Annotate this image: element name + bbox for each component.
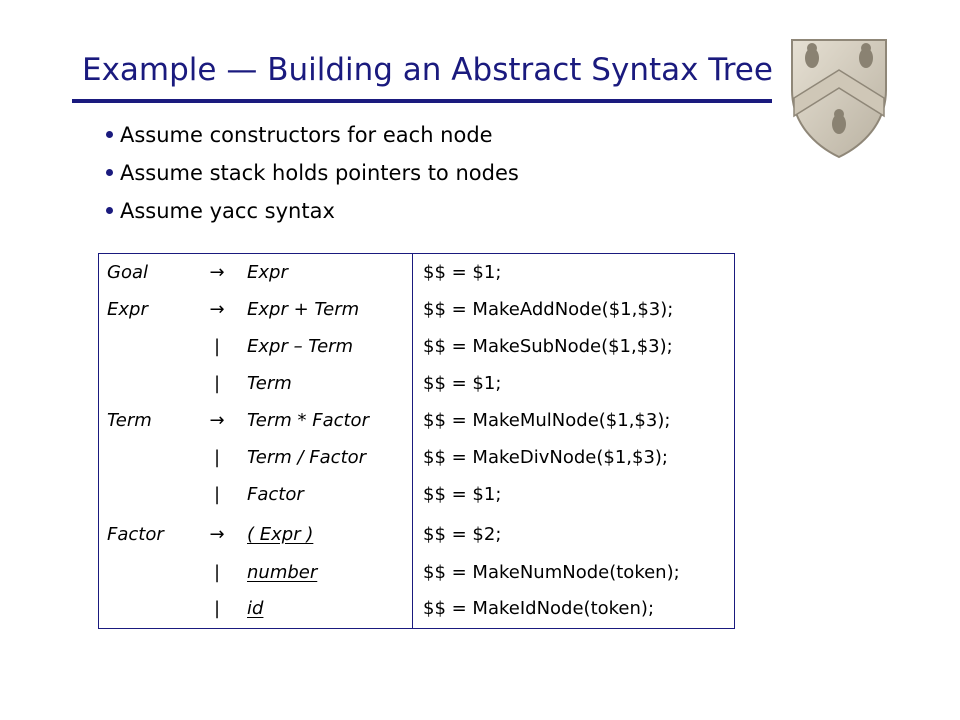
bullet-dot-icon [106,207,113,214]
grammar-row [99,365,734,402]
semantic-action: $$ = MakeIdNode(token); [423,598,655,619]
production-lhs: Factor [107,524,164,545]
semantic-action: $$ = MakeMulNode($1,$3); [423,410,671,431]
production-operator: → [209,410,225,431]
bullet-list [106,116,519,230]
semantic-action: $$ = $2; [423,524,502,545]
semantic-action: $$ = MakeSubNode($1,$3); [423,336,673,357]
bullet-dot-icon [106,169,113,176]
bullet-item: Assume yacc syntax [106,192,519,230]
production-lhs: Goal [107,262,148,283]
bullet-dot-icon [106,131,113,138]
semantic-action: $$ = $1; [423,262,502,283]
production-operator: → [209,299,225,320]
production-rhs: id [247,598,264,619]
semantic-action: $$ = MakeNumNode(token); [423,562,680,583]
bullet-item: Assume stack holds pointers to nodes [106,154,519,192]
production-operator: | [213,484,221,505]
bullet-item: Assume constructors for each node [106,116,519,154]
title-underline [72,99,772,103]
production-rhs: number [247,562,318,583]
production-rhs: Term / Factor [247,447,367,468]
production-lhs: Term [107,410,152,431]
production-rhs: Term [247,373,292,394]
production-rhs: ( Expr ) [247,524,314,545]
slide-title: Example — Building an Abstract Syntax Tree [82,52,773,88]
production-operator: | [213,373,221,394]
semantic-action: $$ = MakeDivNode($1,$3); [423,447,668,468]
production-operator: | [213,562,221,583]
grammar-table [98,253,735,629]
production-rhs: Factor [247,484,304,505]
production-operator: | [213,598,221,619]
grammar-row [99,476,734,513]
production-operator: | [213,447,221,468]
semantic-action: $$ = $1; [423,484,502,505]
production-lhs: Expr [107,299,148,320]
grammar-row [99,516,734,553]
production-operator: → [209,262,225,283]
grammar-row [99,554,734,591]
grammar-row [99,254,734,291]
grammar-row [99,328,734,365]
grammar-row [99,291,734,328]
semantic-action: $$ = MakeAddNode($1,$3); [423,299,674,320]
production-operator: → [209,524,225,545]
grammar-row [99,439,734,476]
grammar-row [99,590,734,627]
grammar-row [99,402,734,439]
production-rhs: Term * Factor [247,410,369,431]
production-operator: | [213,336,221,357]
semantic-action: $$ = $1; [423,373,502,394]
production-rhs: Expr – Term [247,336,354,357]
production-rhs: Expr [247,262,288,283]
shield-crest-icon [786,36,892,160]
production-rhs: Expr + Term [247,299,360,320]
